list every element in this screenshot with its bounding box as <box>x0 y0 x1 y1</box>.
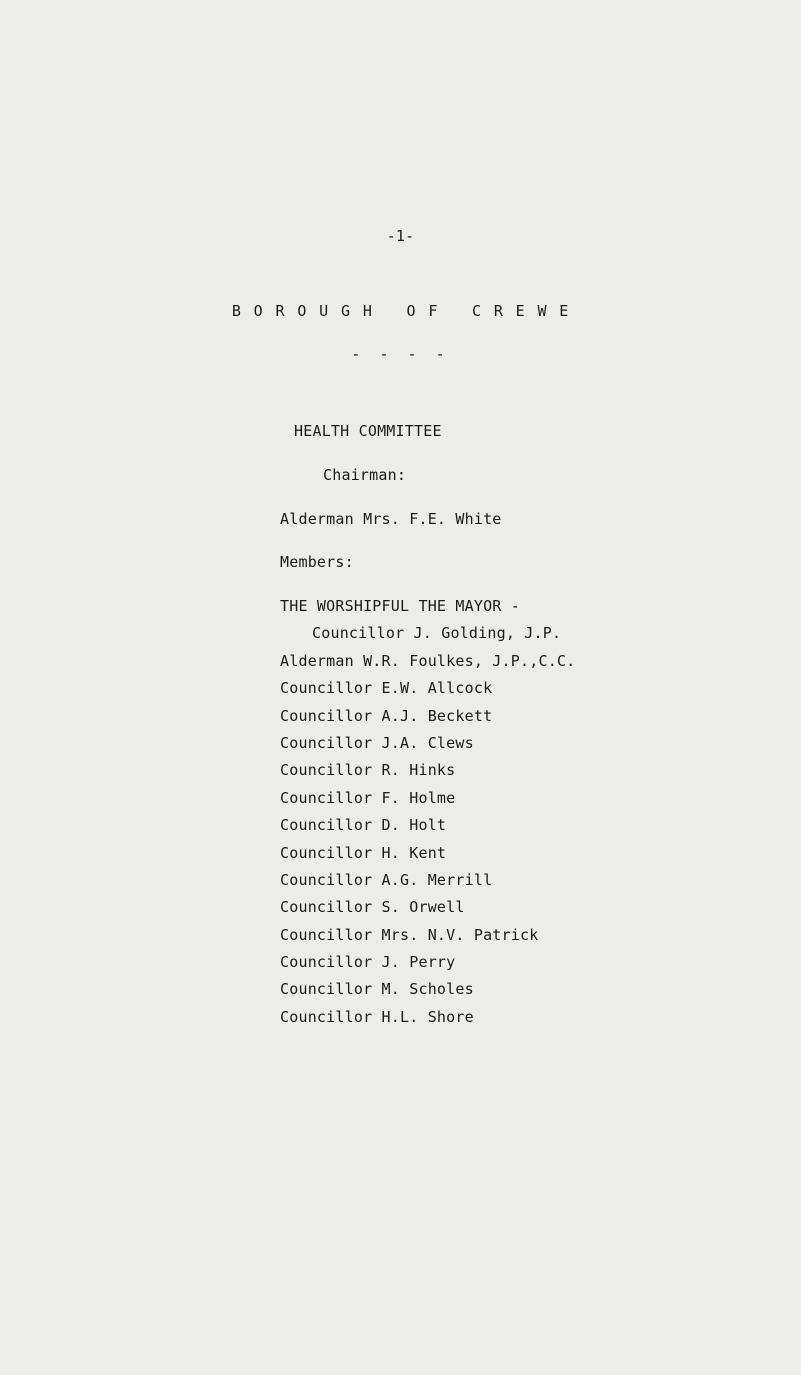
member-item: Councillor J. Perry <box>280 953 456 972</box>
page-number: -1- <box>386 227 415 245</box>
members-label: Members: <box>280 553 354 571</box>
chairman-name: Alderman Mrs. F.E. White <box>280 510 502 528</box>
member-item: Alderman W.R. Foulkes, J.P.,C.C. <box>280 651 576 670</box>
member-item: Councillor A.G. Merrill <box>280 870 493 889</box>
member-item: Councillor J.A. Clews <box>280 733 474 752</box>
members-list <box>280 596 575 1034</box>
member-item: Councillor D. Holt <box>280 816 447 835</box>
member-item: Councillor E.W. Allcock <box>280 679 493 698</box>
member-item: Councillor H. Kent <box>280 843 447 862</box>
member-item: Councillor H.L. Shore <box>280 1007 474 1026</box>
member-item: Councillor S. Orwell <box>280 898 465 917</box>
separator: - - - - <box>351 345 450 363</box>
member-item: Councillor F. Holme <box>280 788 456 807</box>
document-heading: BOROUGH OF CREWE <box>231 302 582 320</box>
member-item: Councillor A.J. Beckett <box>280 706 493 725</box>
member-item: Councillor R. Hinks <box>280 761 456 780</box>
member-item: THE WORSHIPFUL THE MAYOR - <box>280 597 520 615</box>
member-item: Councillor M. Scholes <box>280 980 474 999</box>
member-item: Councillor J. Golding, J.P. <box>312 624 562 643</box>
chairman-label: Chairman: <box>323 466 407 484</box>
committee-title: HEALTH COMMITTEE <box>294 422 442 440</box>
member-item: Councillor Mrs. N.V. Patrick <box>280 925 539 944</box>
